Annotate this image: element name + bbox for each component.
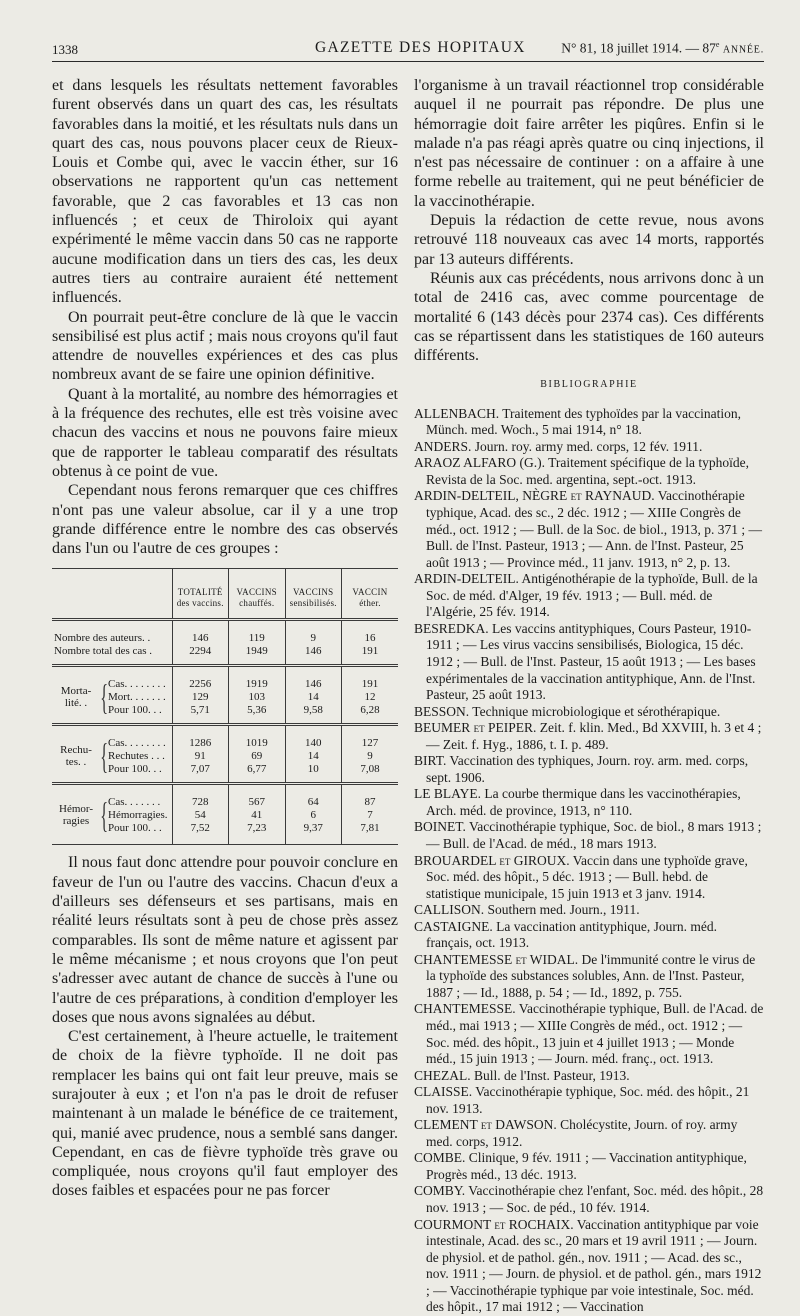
bib-entry: ALLENBACH. Traitement des typhoïdes par la vaccination, Münch. med. Woch., 5 mai 1914, n° 18. [414, 405, 741, 438]
bib-author: CHANTEMESSE et WIDAL. [414, 951, 579, 967]
issue-year-label: ANNÉE. [722, 44, 764, 56]
bib-entry: CHEZAL. Bull. de l'Inst. Pasteur, 1913. [414, 1067, 630, 1083]
bib-entry: BESREDKA. Les vaccins antityphiques, Cours Pasteur, 1910-1911 ; — Les virus vaccins sensibilisés, Biologica, 15 déc. 1912 ; — Bull. de l'Inst. Pasteur, 15 août 1913 ; — Les bases expérimentales de la vaccination antityphique, Ann. de l'Inst. Pasteur, 25 août 1913. [414, 620, 756, 703]
cell: 6 [310, 808, 316, 821]
bib-author: BESSON. [414, 703, 470, 719]
bib-author: ARDIN-DELTEIL, NÈGRE et RAYNAUD. [414, 488, 655, 504]
group-label: Morta-lité. . [60, 685, 92, 710]
bib-author: COMBY. [414, 1183, 466, 1199]
cell: 9,37 [303, 821, 323, 834]
left-paragraph-5: Il nous faut donc attendre pour pouvoir conclure en faveur de l'un ou l'autre des vaccins. Chacun d'eux a d'ailleurs ses défenseurs et ses partisans, mais en réalité leurs résultats sont à peu de chose près assez comparables. Ils sont de même nature et agissent par le même mécanisme ; et nous croyons que l'on peut s'adresser avec autant de chance de succès à l'une ou l'autre de ces préparations, à condition d'employer les doses que nous avons signalées au début. [52, 854, 398, 1026]
cell: 7,07 [190, 762, 210, 775]
bibliography [414, 406, 764, 1316]
cell: 14 [307, 749, 319, 762]
right-paragraph-2: Depuis la rédaction de cette revue, nous avons retrouvé 118 nouveaux cas avec 14 morts, rapportés par 13 auteurs différents. [414, 212, 764, 268]
right-column [414, 76, 764, 1316]
cell: 191 [342, 645, 399, 658]
left-paragraph-4: Cependant nous ferons remarquer que ces chiffres n'ont pas une valeur absolue, car il y a une trop grande différence entre le nombre des cas observés dans l'un ou l'autre de ces groupes : [52, 482, 398, 558]
cell: 9,58 [303, 703, 323, 716]
cell: 5,71 [190, 703, 210, 716]
cell: 191 [361, 677, 379, 690]
cell: 16 [342, 632, 399, 645]
row-label: Nombre des auteurs. . [54, 631, 151, 644]
cell: 1919 [245, 677, 268, 690]
comparison-table [52, 568, 398, 845]
table-group-hemorragies [52, 796, 398, 835]
group-item: Pour 100. . . [108, 703, 162, 716]
group-item: Cas. . . . . . . . [108, 677, 166, 690]
group-item: Pour 100. . . [108, 762, 162, 775]
bib-entry: BIRT. Vaccination des typhiques, Journ. roy. arm. med. corps, sept. 1906. [414, 753, 749, 785]
bib-author: COURMONT et ROCHAIX. [414, 1216, 574, 1232]
cell: 6,77 [247, 762, 267, 775]
bib-author: LE BLAYE. [414, 786, 481, 802]
bib-entry: CHANTEMESSE. Vaccinothérapie typhique, Bull. de l'Acad. de méd., mai 1913 ; — XIIIe Congrès de méd., oct. 1912 ; — Soc. méd. des hôpit., 13 juin et 4 juillet 1913 ; — Monde méd., 15 juin 1913 ; — Journ. méd. franç., oct. 1913. [414, 1001, 764, 1067]
cell: 140 [305, 736, 322, 749]
bib-entry: CLAISSE. Vaccinothérapie typhique, Soc. méd. des hôpit., 21 nov. 1913. [414, 1084, 750, 1116]
header-totalite: TOTALITÉ des vaccins. [172, 569, 229, 620]
cell: 12 [364, 690, 376, 703]
bib-entry: COMBY. Vaccinothérapie chez l'enfant, Soc. méd. des hôpit., 28 nov. 1913 ; — Soc. de péd., 10 fév. 1914. [414, 1183, 764, 1215]
cell: 54 [194, 808, 206, 821]
cell: 146 [305, 677, 322, 690]
brace-icon: { [100, 795, 108, 836]
cell: 119 [229, 632, 286, 645]
cell: 7 [367, 808, 373, 821]
cell: 9 [367, 749, 373, 762]
cell: 10 [307, 762, 319, 775]
bib-entry: BOINET. Vaccinothérapie typhique, Soc. de biol., 8 mars 1913 ; — Bull. de l'Acad. de méd., 18 mars 1913. [414, 819, 762, 851]
bib-entry: ARAOZ ALFARO (G.). Traitement spécifique de la typhoïde, Revista de la Soc. med. argentina, sept.-oct. 1913. [414, 455, 749, 487]
right-paragraph-3: Réunis aux cas précédents, nous arrivons donc à un total de 2416 cas, avec comme pourcentage de mortalité 6 (143 décès pour 2374 cas). Ces différents cas se répartissent dans les statistiques de 160 auteurs différents. [414, 269, 764, 365]
bib-author: ALLENBACH. [414, 405, 500, 421]
cell: 87 [364, 795, 376, 808]
bib-entry: BEUMER et PEIPER. Zeit. f. klin. Med., Bd XXVIII, h. 3 et 4 ; — Zeit. f. Hyg., 1886, t. I. p. 489. [414, 720, 762, 752]
bib-entry: CASTAIGNE. La vaccination antityphique, Journ. méd. français, oct. 1913. [414, 918, 717, 951]
bib-entry: BROUARDEL et GIROUX. Vaccin dans une typhoïde grave, Soc. méd. des hôpit., 5 déc. 1913 ; — Bull. hebd. de statistique municipale, 15 juin 1913 et 3 janv. 1914. [414, 852, 748, 901]
header-chauffes: VACCINS chauffés. [229, 569, 286, 620]
cell: 127 [361, 736, 379, 749]
cell: 129 [192, 690, 209, 703]
bib-author: BESREDKA. [414, 620, 489, 636]
issue-text: N° 81, 18 juillet 1914. — 87 [561, 40, 716, 56]
bib-author: BIRT. [414, 753, 447, 769]
cell: 9 [285, 632, 342, 645]
table-group-rechutes [52, 737, 398, 776]
group-item: Cas. . . . . . . [108, 795, 161, 808]
cell: 7,81 [360, 821, 380, 834]
cell: 2256 [189, 677, 212, 690]
cell: 7,23 [247, 821, 267, 834]
bib-author: ANDERS. [414, 438, 472, 454]
header-ether: VACCIN éther. [342, 569, 399, 620]
group-item: Cas. . . . . . . . [108, 736, 166, 749]
bib-author: CHEZAL. [414, 1067, 471, 1083]
table-group-mortalite [52, 678, 398, 717]
header-sensibilises: VACCINS sensibilisés. [285, 569, 342, 620]
cell: 103 [248, 690, 265, 703]
left-paragraph-6: C'est certainement, à l'heure actuelle, le traitement de choix de la fièvre typhoïde. Il ne doit pas remplacer les bains qui ont fait leur preuve, mais se surajouter à eux ; et l'on n'a pas le droit de refuser maintenant à un malade le bénéfice de ce traitement, qui, manié avec prudence, nous a semblé sans danger. Cependant, en cas de fièvre typhoïde très grave ou compliquée, nous croyons qu'il faut employer des doses faibles et espacées pour ne pas forcer [52, 1028, 398, 1200]
cell: 69 [251, 749, 263, 762]
cell: 5,36 [247, 703, 267, 716]
bib-author: BOINET. [414, 819, 466, 835]
bib-author: ARDIN-DELTEIL. [414, 571, 519, 587]
cell: 728 [192, 795, 209, 808]
bib-entry: CHANTEMESSE et WIDAL. De l'immunité contre le virus de la typhoïde des substances solubles, Ann. de l'Inst. Pasteur, 1887 ; — Id., 1888, p. 54 ; — Id., 1892, p. 755. [414, 951, 756, 1000]
cell: 41 [251, 808, 263, 821]
brace-icon: { [100, 736, 108, 777]
bib-author: CHANTEMESSE. [414, 1001, 516, 1017]
group-label: Rechu-tes. . [60, 744, 92, 769]
right-paragraph-1: l'organisme à un travail réactionnel trop considérable auquel il ne pourrait pas répondre. De plus une hémorragie doit faire arrêter les piqûres. Enfin si le malade n'a pas réagi après quatre ou cinq injections, il n'est pas nécessaire de continuer : on a affaire à une forme rebelle au traitement, qui ne peut bénéficier de la vaccinothérapie. [414, 77, 764, 210]
table-row [52, 645, 398, 658]
bib-author: CLEMENT et DAWSON. [414, 1117, 557, 1133]
row-label: Nombre total des cas . [54, 644, 153, 657]
bib-entry: LE BLAYE. La courbe thermique dans les vaccinothérapies, Arch. méd. de province, 1913, n° 110. [414, 786, 741, 818]
bib-entry: ARDIN-DELTEIL, NÈGRE et RAYNAUD. Vaccinothérapie typhique, Acad. des sc., 2 déc. 1912 ; — XIIIe Congrès de méd., oct. 1912 ; — Bull. de la Soc. de biol., 1913, p. 371 ; — Bull. de l'Inst. Pasteur, 1913 ; — Ann. de l'Inst. Pasteur, 25 août 1913 ; — Province méd., 11 janv. 1913, n° 2, p. 13. [414, 488, 762, 570]
cell: 14 [307, 690, 319, 703]
bib-entry: ARDIN-DELTEIL. Antigénothérapie de la typhoïde, Bull. de la Soc. de méd. d'Alger, 19 fév. 1913 ; — Bull. méd. de l'Algérie, 25 fév. 1914. [414, 571, 758, 620]
cell: 146 [172, 632, 229, 645]
table-row [52, 632, 398, 645]
cell: 64 [307, 795, 319, 808]
cell: 146 [285, 645, 342, 658]
group-item: Hémorragies. [108, 808, 168, 821]
left-paragraph-3: Quant à la mortalité, au nombre des hémorragies et à la fréquence des rechutes, elle est très voisine avec chacun des vaccins et nous ne pouvons faire mieux que de rapporter le tableau comparatif des résultats obtenus à ce point de vue. [52, 385, 398, 480]
cell: 1019 [245, 736, 268, 749]
journal-title: GAZETTE DES HOPITAUX [315, 39, 526, 56]
page-header [52, 36, 764, 62]
left-column [52, 76, 398, 1201]
bibliography-title: BIBLIOGRAPHIE [540, 379, 638, 391]
cell: 1286 [189, 736, 212, 749]
cell: 567 [248, 795, 265, 808]
bib-entry: COURMONT et ROCHAIX. Vaccination antityphique par voie intestinale, Acad. des sc., 20 mars et 19 avril 1911 ; — Journ. de physiol. et de pathol. gén., nov. 1911 ; — Acad. des sc., nov. 1911 ; — Journ. de physiol. et de pathol. gén., mars 1912 ; — Vaccinothérapie typhique par voie intestinale, Soc. méd. des hôpit., 17 mai 1912 ; — Vaccination [414, 1216, 762, 1315]
bib-author: CLAISSE. [414, 1084, 473, 1100]
bib-author: CALLISON. [414, 902, 485, 918]
left-paragraph-1: et dans lesquels les résultats nettement favorables furent observés dans un quart des cas, les résultats favorables dans la moitié, et les résultats nuls dans un quart des cas, nous pouvons placer ceux de Rieux-Louis et Combe qui, avec le vaccin éther, sur 16 observations ne rapportent qu'un cas nettement favorable, que 2 cas favorables et 13 cas non influencés ; et ceux de Thiroloix qui ayant expérimenté le même vaccin dans 50 cas ne rapporte aucune modification dans un tiers des cas, les deux autres tiers au contraire auraient été nettement influencés. [52, 77, 398, 307]
table-corner [52, 569, 172, 620]
issue-info [561, 40, 764, 57]
brace-icon: { [100, 677, 108, 718]
bib-entry: COMBE. Clinique, 9 fév. 1911 ; — Vaccination antityphique, Progrès méd., 13 déc. 1913. [414, 1150, 747, 1182]
bib-author: BROUARDEL et GIROUX. [414, 852, 570, 868]
bib-author: COMBE. [414, 1150, 466, 1166]
cell: 91 [194, 749, 206, 762]
group-item: Rechutes . . . [108, 749, 165, 762]
cell: 7,52 [190, 821, 210, 834]
cell: 7,08 [360, 762, 380, 775]
left-paragraph-2: On pourrait peut-être conclure de là que le vaccin sensibilisé est plus actif ; mais nous croyons qu'il faut attendre de nouvelles expériences et des cas plus nombreux avant de se faire une opinion définitive. [52, 308, 398, 384]
cell: 2294 [172, 645, 229, 658]
bib-entry: BESSON. Technique microbiologique et sérothérapique. [414, 703, 721, 719]
cell: 6,28 [360, 703, 380, 716]
bib-author: CASTAIGNE. [414, 918, 493, 934]
group-item: Mort. . . . . . . [108, 690, 166, 703]
bib-entry: ANDERS. Journ. roy. army med. corps, 12 fév. 1911. [414, 438, 703, 454]
cell: 1949 [229, 645, 286, 658]
group-label: Hémor-ragies [59, 803, 93, 828]
group-item: Pour 100. . . [108, 821, 162, 834]
bib-author: ARAOZ ALFARO (G. [414, 455, 538, 471]
bib-entry: CLEMENT et DAWSON. Cholécystite, Journ. of roy. army med. corps, 1912. [414, 1117, 738, 1149]
bib-entry: CALLISON. Southern med. Journ., 1911. [414, 902, 640, 918]
bib-author: BEUMER et PEIPER. [414, 720, 537, 736]
issue-superscript: e [715, 40, 720, 49]
page-number: 1338 [52, 42, 78, 57]
